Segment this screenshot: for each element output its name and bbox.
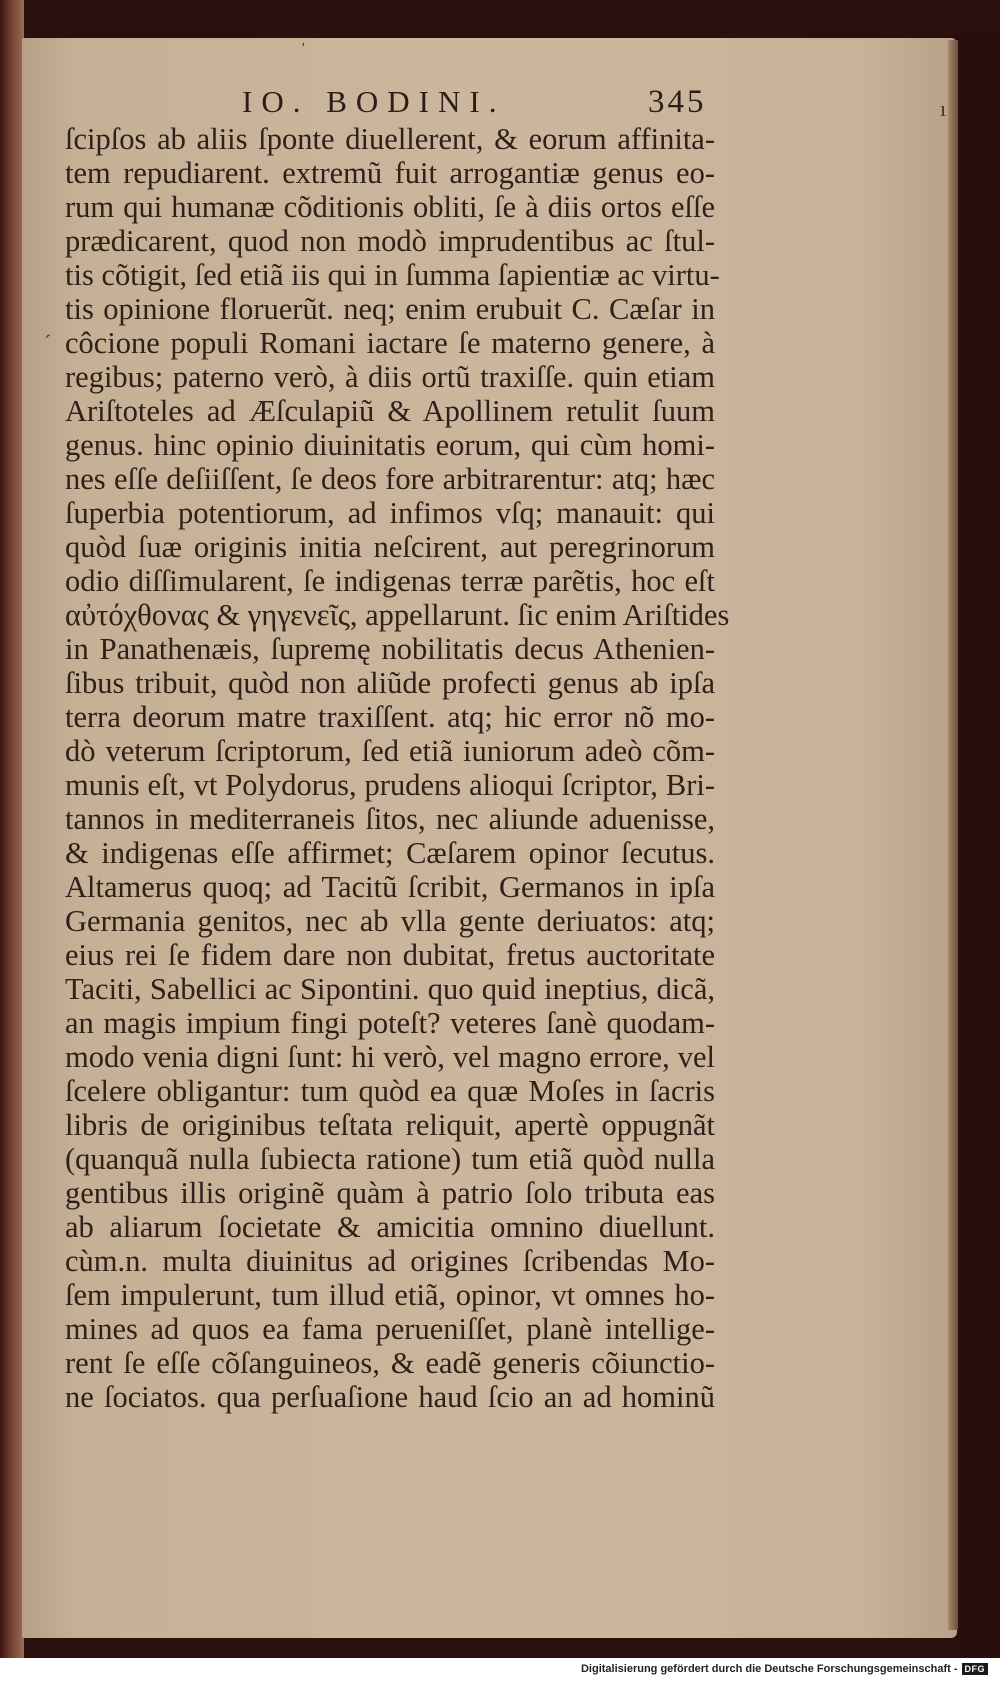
- text-line: Germania genitos, nec ab vlla gente deriuatos: atq;: [65, 904, 715, 938]
- text-line: ſibus tribuit, quòd non aliũde profecti genus ab ipſa: [65, 666, 715, 700]
- text-line: prædicarent, quod non modò imprudentibus ac ſtul-: [65, 224, 715, 258]
- text-line: (quanquã nulla ſubiecta ratione) tum etiã quòd nulla: [65, 1142, 715, 1176]
- text-line: odio diſſimularent, ſe indigenas terræ parẽtis, hoc eſt: [65, 564, 715, 598]
- dfg-logo: DFG: [962, 1663, 989, 1675]
- text-line: Taciti, Sabellici ac Sipontini. quo quid ineptius, dicã,: [65, 972, 715, 1006]
- text-line: tannos in mediterraneis ſitos, nec aliunde aduenisse,: [65, 802, 715, 836]
- text-line: tis opinione floruerũt. neq; enim erubuit C. Cæſar in: [65, 292, 715, 326]
- text-line: regibus; paterno verò, à diis ortũ traxiſſe. quin etiam: [65, 360, 715, 394]
- text-line: eius rei ſe fidem dare non dubitat, fretus auctoritate: [65, 938, 715, 972]
- margin-tick-top: ˈ: [300, 40, 307, 62]
- text-line: dò veterum ſcriptorum, ſed etiã iuniorum adeò cõm-: [65, 734, 715, 768]
- page-edge: [948, 40, 958, 1630]
- page-number: 345: [648, 84, 707, 120]
- text-line: cùm.n. multa diuinitus ad origines ſcribendas Mo-: [65, 1244, 715, 1278]
- text-line: gentibus illis originẽ quàm à patrio ſolo tributa eas: [65, 1176, 715, 1210]
- margin-mark-right: ı: [940, 96, 947, 121]
- text-line: αὐτόχθονας & γηγενεῖς, appellarunt. ſic enim Ariſtides: [65, 598, 730, 632]
- body-text: [65, 122, 730, 1414]
- text-line: rent ſe eſſe cõſanguineos, & eadẽ generis cõiunctio-: [65, 1346, 715, 1380]
- text-line: mines ad quos ea fama perueniſſet, planè intellige-: [65, 1312, 715, 1346]
- text-line: Ariſtoteles ad Æſculapiũ & Apollinem retulit ſuum: [65, 394, 715, 428]
- text-line: ab aliarum ſocietate & amicitia omnino diuellunt.: [65, 1210, 715, 1244]
- text-line: munis eſt, vt Polydorus, prudens alioqui ſcriptor, Bri-: [65, 768, 715, 802]
- binding-edge: [0, 0, 24, 1658]
- text-line: genus. hinc opinio diuinitatis eorum, qui cùm homi-: [65, 428, 715, 462]
- text-line: & indigenas eſſe affirmet; Cæſarem opinor ſecutus.: [65, 836, 715, 870]
- running-head: IO. BODINI.: [242, 84, 506, 119]
- text-line: tem repudiarent. extremũ fuit arrogantiæ genus eo-: [65, 156, 715, 190]
- text-line: ne ſociatos. qua perſuaſione haud ſcio an ad hominũ: [65, 1380, 715, 1414]
- text-line: terra deorum matre traxiſſent. atq; hic error nõ mo-: [65, 700, 715, 734]
- text-line: rum qui humanæ cõditionis obliti, ſe à diis ortos eſſe: [65, 190, 715, 224]
- scan-right-border: [957, 30, 1000, 1658]
- margin-mark-left: ´: [44, 330, 52, 355]
- text-line: in Panathenæis, ſupremę nobilitatis decus Athenien-: [65, 632, 715, 666]
- text-line: modo venia digni ſunt: hi verò, vel magno errore, vel: [65, 1040, 715, 1074]
- text-line: ſuperbia potentiorum, ad infimos vſq; manauit: qui: [65, 496, 715, 530]
- text-line: quòd ſuæ originis initia neſcirent, aut peregrinorum: [65, 530, 715, 564]
- text-line: nes eſſe deſiiſſent, ſe deos fore arbitrarentur: atq; hæc: [65, 462, 715, 496]
- digitization-credit: [581, 1663, 988, 1675]
- text-line: Altamerus quoq; ad Tacitũ ſcribit, Germanos in ipſa: [65, 870, 715, 904]
- credit-text: Digitalisierung gefördert durch die Deutsche Forschungsgemeinschaft -: [580, 1663, 958, 1675]
- text-line: libris de originibus teſtata reliquit, apertè oppugnãt: [65, 1108, 715, 1142]
- text-line: an magis impium fingi poteſt? veteres ſanè quodam-: [65, 1006, 715, 1040]
- text-line: ſcelere obligantur: tum quòd ea quæ Moſes in ſacris: [65, 1074, 715, 1108]
- text-line: tis cõtigit, ſed etiã iis qui in ſumma ſapientiæ ac virtu-: [65, 258, 720, 292]
- text-line: ſcipſos ab aliis ſponte diuellerent, & eorum affinita-: [65, 122, 715, 156]
- text-line: ſem impulerunt, tum illud etiã, opinor, vt omnes ho-: [65, 1278, 715, 1312]
- text-line: côcione populi Romani iactare ſe materno genere, à: [65, 326, 715, 360]
